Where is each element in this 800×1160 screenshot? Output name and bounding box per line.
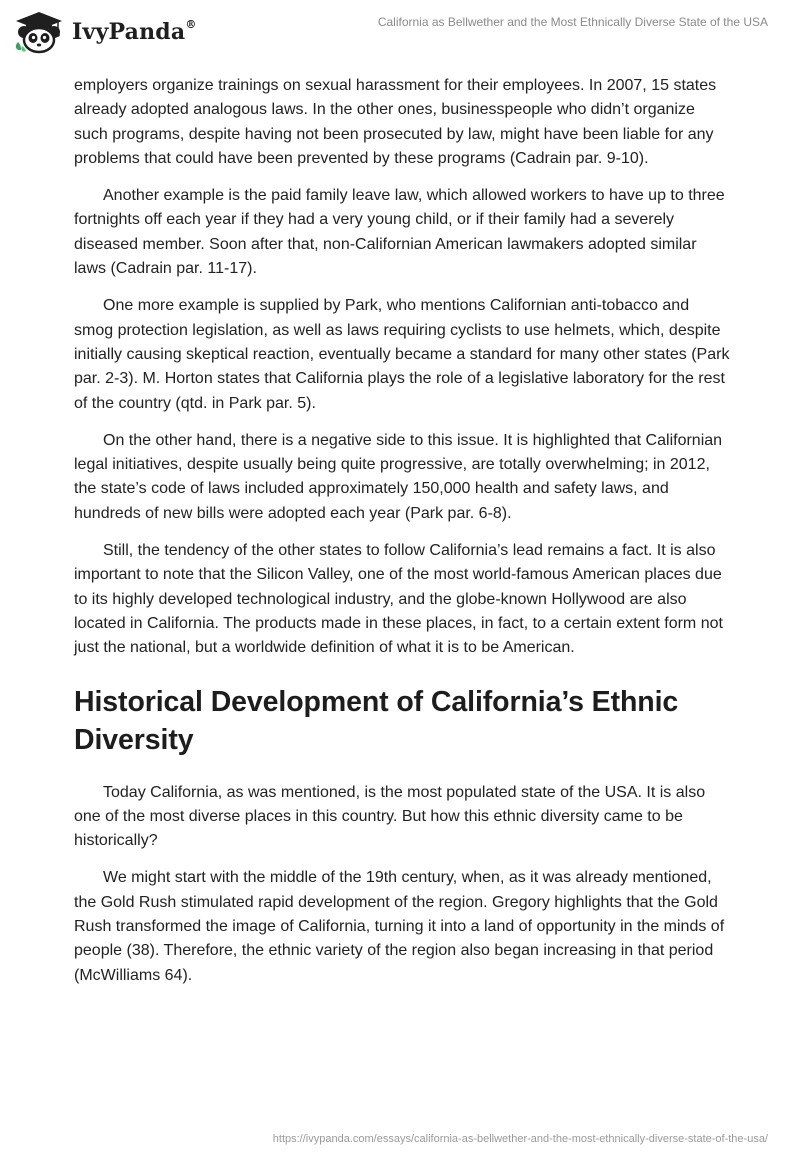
paragraph: One more example is supplied by Park, who mentions Californian anti-tobacco and smog protection legislation, as well as laws requiring cyclists to use helmets, which, despite initially causing skeptical reaction, eventually became a standard for many other states (Park par. 2-3). M. Horton states that California plays the role of a legislative laboratory for the rest of the country (qtd. in Park par. 5). — [74, 297, 730, 412]
essay-body — [74, 74, 730, 1001]
paragraph: Another example is the paid family leave law, which allowed workers to have up to three fortnights off each year if they had a very young child, or if their family had a severely diseased member. Soon after that, non-Californian American lawmakers adopted similar laws (Cadrain par. 11-17). — [74, 187, 725, 278]
document-title: California as Bellwether and the Most Ethnically Diverse State of the USA — [377, 15, 768, 29]
paragraph: Today California, as was mentioned, is the most populated state of the USA. It is also one of the most diverse places in this country. But how this ethnic diversity came to be historically? — [74, 783, 706, 850]
paragraph: Still, the tendency of the other states to follow California’s lead remains a fact. It is also important to note that the Silicon Valley, one of the most world-famous American places due to its highly developed technological industry, and the globe-known Hollywood are also located in California. The products made in these places, in fact, to a certain extent form not just the national, but a worldwide definition of what it is to be American. — [74, 542, 723, 657]
paragraph: We might start with the middle of the 19th century, when, as it was already mentioned, the Gold Rush stimulated rapid development of the region. Gregory highlights that the Gold Rush transformed the image of California, turning it into a land of opportunity in the minds of people (38). Therefore, the ethnic variety of the region also began increasing in that period (McWilliams 64). — [74, 869, 725, 984]
section-heading: Historical Development of California’s Ethnic Diversity — [74, 685, 679, 756]
ivypanda-logo[interactable] — [12, 10, 197, 54]
logo-wordmark: IvyPanda® — [72, 18, 197, 45]
panda-graduate-icon — [12, 10, 66, 54]
paragraph: On the other hand, there is a negative side to this issue. It is highlighted that Californian legal initiatives, despite usually being quite progressive, are totally overwhelming; in 2012, the state’s code of laws included approximately 150,000 health and safety laws, and hundreds of new bills were adopted each year (Park par. 6-8). — [74, 431, 723, 522]
source-url[interactable]: https://ivypanda.com/essays/california-as-bellwether-and-the-most-ethnically-diverse-state-of-the-usa/ — [272, 1133, 768, 1145]
page-header — [0, 0, 800, 70]
paragraph: employers organize trainings on sexual harassment for their employees. In 2007, 15 states already adopted analogous laws. In the other ones, businesspeople who didn’t organize such programs, despite having not been prosecuted by law, might have been liable for any problems that could have been prevented by these programs (Cadrain par. 9-10). — [74, 77, 717, 167]
